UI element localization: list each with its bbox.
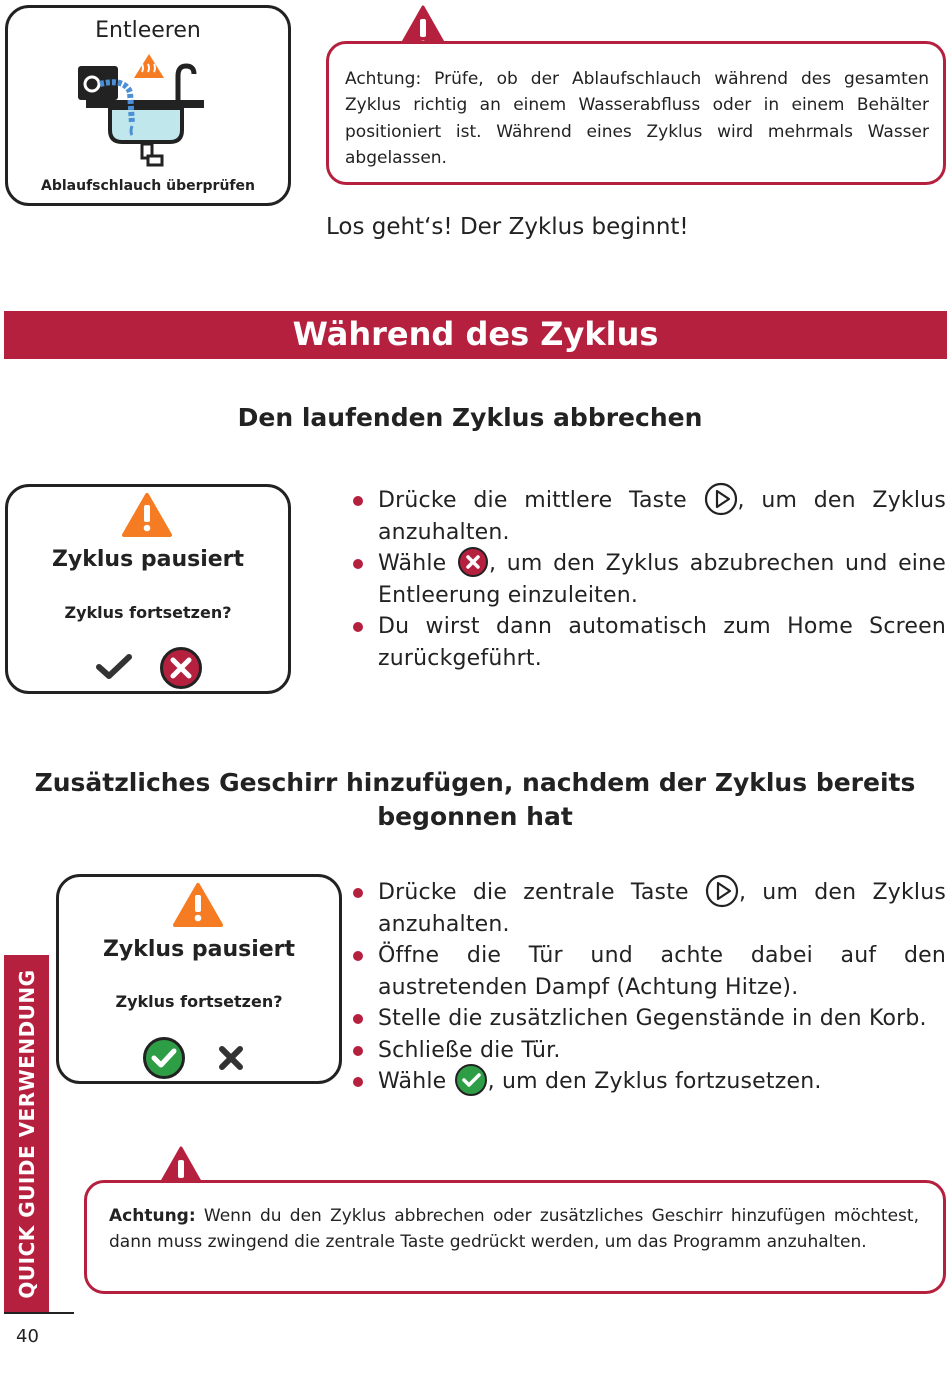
warning-bottom-text [109,1203,919,1256]
step-text: Drücke die mittlere Taste [378,488,687,513]
section-banner-title: Während des Zyklus [292,315,659,353]
check-icon[interactable] [96,653,132,681]
paused-card-cancel [5,484,291,694]
warning-box-bottom [84,1180,946,1294]
step-text: , um den Zyklus anzuhalten. [378,880,946,937]
list-item: Du wirst dann automatisch zum Home Screen zurückgeführt. [348,611,946,674]
cancel-steps-list [348,485,946,674]
cancel-x-icon [457,546,489,578]
paused-card-question: Zyklus fortsetzen? [115,992,283,1011]
step-text: Drücke die zentrale Taste [378,880,689,905]
play-button-icon [704,482,738,516]
check-circle-icon[interactable] [142,1036,186,1080]
add-heading-line1: Zusätzliches Geschirr hinzufügen, nachdem der Zyklus bereits [34,768,916,797]
warning-top-text: Achtung: Prüfe, ob der Ablaufschlauch während des gesamten Zyklus richtig an einem Wasserabfluss oder in einem Behälter positioniert ist. Während eines Zyklus wird mehrmals Wasser abgelassen. [345,69,929,168]
list-item: Schließe die Tür. [348,1035,946,1067]
page-divider [4,1312,74,1314]
drain-card-title: Entleeren [95,18,201,43]
warning-bottom-label: Achtung: [109,1206,196,1226]
warning-box-top [326,41,946,185]
list-item [348,485,946,548]
drain-card-caption: Ablaufschlauch überprüfen [41,178,255,194]
paused-card-title: Zyklus pausiert [102,937,296,962]
list-item [348,877,946,940]
paused-card-title: Zyklus pausiert [51,547,245,572]
play-button-icon [705,874,739,908]
page-number: 40 [16,1326,39,1347]
step-text: Wähle [378,1069,447,1094]
add-heading-line2: begonnen hat [377,802,573,831]
step-text: , um den Zyklus fortzusetzen. [487,1069,822,1094]
sink-drain-hose-icon [74,52,214,170]
list-item: Öffne die Tür und achte dabei auf den austretenden Dampf (Achtung Hitze). [348,940,946,1003]
side-tab [4,955,49,1312]
warning-bottom-body: Wenn du den Zyklus abbrechen oder zusätzliches Geschirr hinzufügen möchtest, dann muss zwingend die zentrale Taste gedrückt werden, um das Programm anzuhalten. [109,1206,919,1253]
step-text: , um den Zyklus anzuhalten. [378,488,946,545]
check-circle-icon [454,1063,488,1097]
warning-orange-icon [121,492,173,538]
warning-orange-icon [172,882,224,928]
paused-card-add [56,874,342,1084]
step-text: Wähle [378,551,447,576]
list-item [348,1066,946,1098]
add-steps-list [348,877,946,1098]
paused-card-question: Zyklus fortsetzen? [64,603,232,622]
list-item: Stelle die zusätzlichen Gegenstände in den Korb. [348,1003,946,1035]
close-icon[interactable] [218,1045,244,1071]
step-text: , um den Zyklus abzubrechen und eine Entleerung einzuleiten. [378,551,946,608]
side-tab-label: QUICK GUIDE VERWENDUNG [14,968,39,1299]
list-item [348,548,946,611]
start-text: Los geht‘s! Der Zyklus beginnt! [326,214,689,240]
cancel-x-icon[interactable] [159,646,203,690]
cancel-heading: Den laufenden Zyklus abbrechen [237,403,703,432]
section-banner [4,311,947,359]
drain-card [5,5,291,206]
